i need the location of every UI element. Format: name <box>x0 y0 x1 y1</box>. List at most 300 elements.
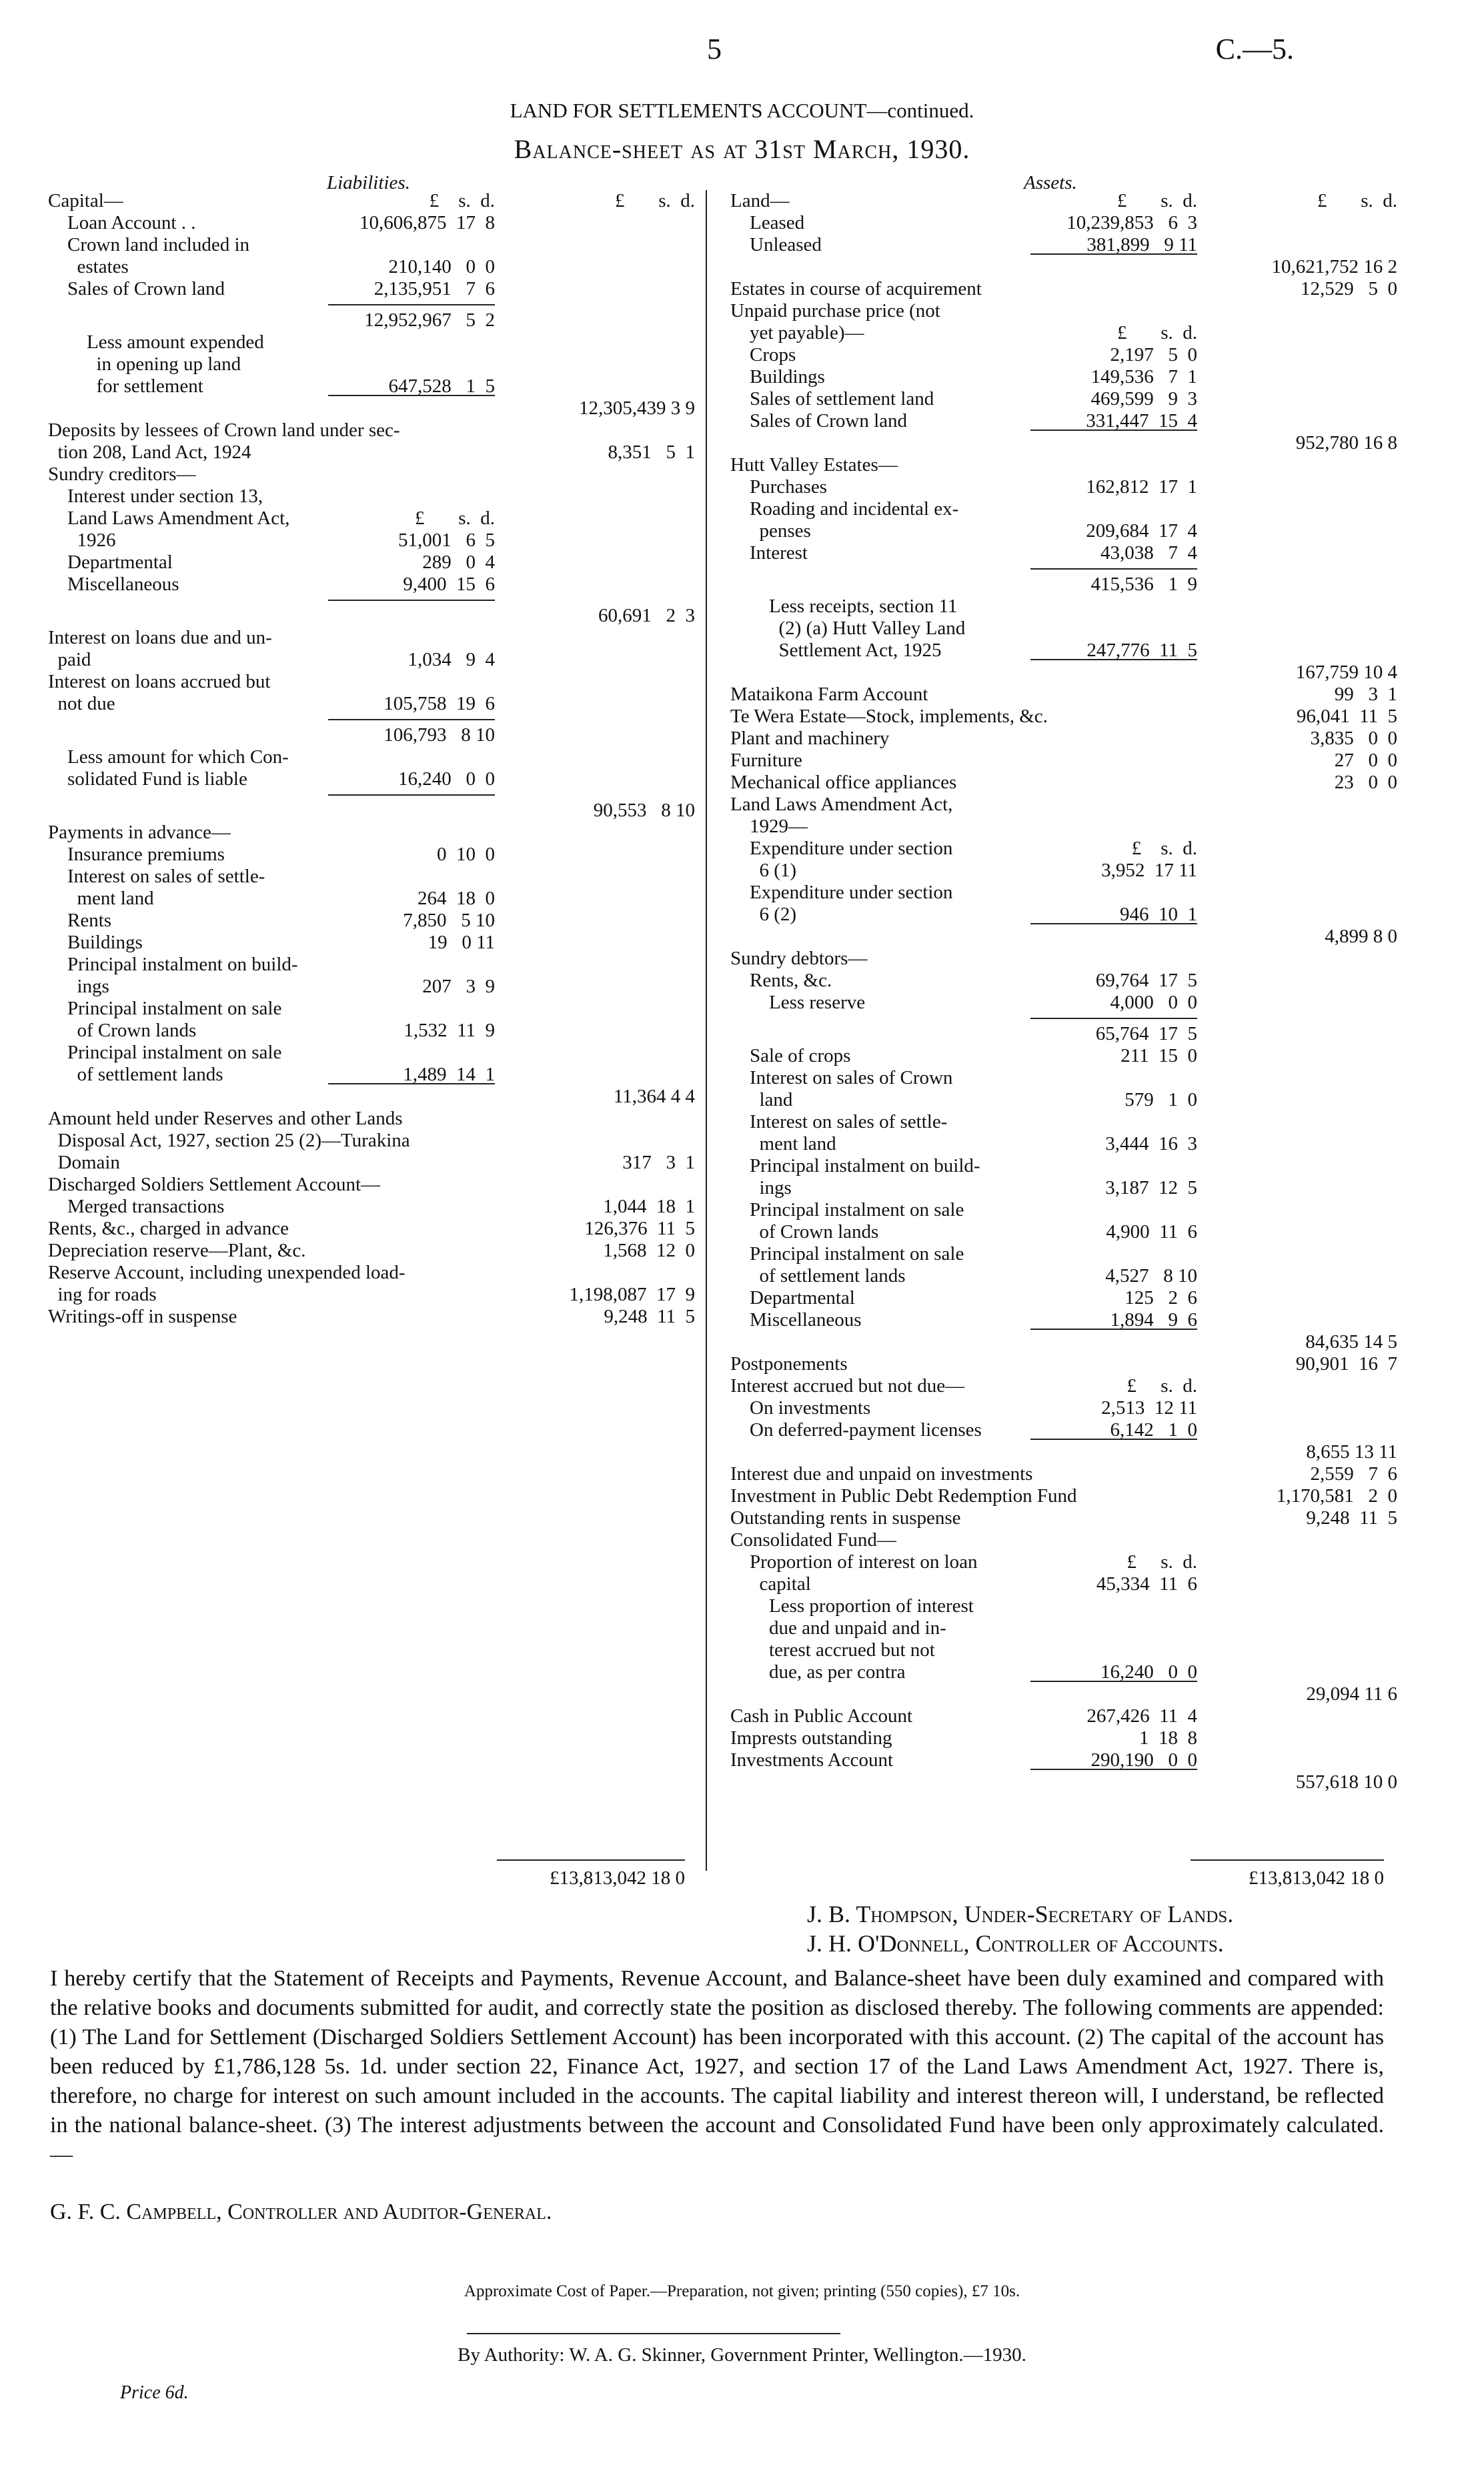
assets-total: £13,813,042 18 0 <box>1249 1867 1384 1889</box>
assets-row-label: ment land <box>730 1133 836 1154</box>
assets-heading: Assets. <box>1024 172 1077 193</box>
assets-total-value: 8,655 13 11 <box>1306 1441 1397 1463</box>
assets-row-label: Unleased <box>730 234 822 255</box>
liabilities-row-label: Less amount expended <box>48 331 264 353</box>
assets-row <box>730 1177 1404 1199</box>
liabilities-row <box>48 397 698 420</box>
printer-authority: By Authority: W. A. G. Skinner, Government Printer, Wellington.—1930. <box>458 2344 1026 2366</box>
assets-row-label: Rents, &c. <box>730 970 832 991</box>
assets-row <box>730 860 1404 882</box>
liabilities-row <box>48 300 698 309</box>
liabilities-table <box>48 190 698 1328</box>
liabilities-row <box>48 552 698 574</box>
page-number: 5 <box>707 33 722 65</box>
assets-row <box>730 1617 1404 1639</box>
liabilities-heading: Liabilities. <box>327 172 410 193</box>
assets-amount: 381,899 9 11 <box>1086 234 1197 255</box>
liabilities-row-label: Interest on loans accrued but <box>48 671 271 692</box>
assets-row <box>730 212 1404 234</box>
assets-amount: 4,900 11 6 <box>1106 1221 1197 1243</box>
assets-row <box>730 662 1404 684</box>
assets-row-label: (2) (a) Hutt Valley Land <box>730 618 966 639</box>
signatures <box>807 1899 1233 1958</box>
liabilities-row <box>48 309 698 331</box>
assets-row-label: Principal instalment on sale <box>730 1243 964 1265</box>
liabilities-subtotal-rule <box>328 600 495 601</box>
assets-row <box>730 1397 1404 1419</box>
assets-row <box>730 1111 1404 1133</box>
assets-row <box>730 618 1404 640</box>
assets-amount: 65,764 17 5 <box>1095 1023 1197 1044</box>
liabilities-amount: 9,400 15 6 <box>403 574 495 595</box>
liabilities-total-value: 12,305,439 3 9 <box>579 397 695 419</box>
assets-row <box>730 542 1404 564</box>
assets-amount: £ s. d. <box>1127 1375 1197 1397</box>
assets-amount: 6,142 1 0 <box>1110 1419 1197 1441</box>
assets-row-label: Plant and machinery <box>730 728 890 749</box>
liabilities-row <box>48 768 698 790</box>
liabilities-row-label: ing for roads <box>48 1284 157 1305</box>
assets-subtotal-rule <box>1030 430 1197 431</box>
liabilities-row-label: Reserve Account, including unexpended load- <box>48 1262 406 1283</box>
assets-amount: 125 2 6 <box>1125 1287 1197 1309</box>
liabilities-row-label: Payments in advance— <box>48 822 231 843</box>
liabilities-row <box>48 1020 698 1042</box>
assets-row <box>730 256 1404 278</box>
assets-row <box>730 1133 1404 1155</box>
liabilities-row <box>48 234 698 256</box>
assets-row <box>730 970 1404 992</box>
assets-subtotal-rule <box>1030 1769 1197 1770</box>
assets-amount: 579 1 0 <box>1125 1089 1197 1110</box>
assets-row <box>730 278 1404 300</box>
liabilities-row <box>48 1042 698 1064</box>
assets-row <box>730 794 1404 816</box>
liabilities-row <box>48 888 698 910</box>
liabilities-row-label: Discharged Soldiers Settlement Account— <box>48 1174 381 1195</box>
liabilities-row <box>48 212 698 234</box>
assets-row-label: penses <box>730 520 811 542</box>
liabilities-total-value: 126,376 11 5 <box>584 1218 695 1239</box>
liabilities-row <box>48 1218 698 1240</box>
assets-row-label: Interest due and unpaid on investments <box>730 1463 1033 1485</box>
assets-row <box>730 882 1404 904</box>
assets-row-label: Less receipts, section 11 <box>730 596 958 617</box>
liabilities-row <box>48 508 698 530</box>
assets-row-label: 6 (2) <box>730 904 797 925</box>
assets-amount: 69,764 17 5 <box>1095 970 1197 991</box>
assets-row-label: Purchases <box>730 476 827 498</box>
assets-row-label: Outstanding rents in suspense <box>730 1507 961 1529</box>
assets-amount: 3,444 16 3 <box>1105 1133 1197 1154</box>
liabilities-amount: 264 18 0 <box>418 888 495 909</box>
footer-rule <box>467 2333 840 2334</box>
liabilities-amount: £ s. d. <box>429 190 495 211</box>
assets-amount: 2,513 12 11 <box>1101 1397 1197 1419</box>
assets-row <box>730 1727 1404 1749</box>
liabilities-amount: 19 0 11 <box>428 932 495 953</box>
price-label: Price 6d. <box>120 2382 189 2403</box>
assets-total-value: £ s. d. <box>1317 190 1397 211</box>
assets-row-label: Sundry debtors— <box>730 948 868 969</box>
liabilities-row <box>48 998 698 1020</box>
assets-row <box>730 1573 1404 1595</box>
liabilities-row-label: Disposal Act, 1927, section 25 (2)—Turakina <box>48 1130 410 1151</box>
assets-row <box>730 432 1404 454</box>
assets-row <box>730 1243 1404 1265</box>
liabilities-row-label: ings <box>48 976 109 997</box>
liabilities-total-value: 11,364 4 4 <box>613 1086 695 1107</box>
balance-sheet-subtitle: Balance-sheet as at 31st March, 1930. <box>514 134 970 164</box>
assets-row <box>730 388 1404 410</box>
assets-total-value: 2,559 7 6 <box>1310 1463 1397 1485</box>
assets-amount: 1 18 8 <box>1139 1727 1197 1749</box>
assets-amount: 469,599 9 3 <box>1090 388 1197 409</box>
assets-row-label: due and unpaid and in- <box>730 1617 946 1639</box>
liabilities-row-label: Loan Account . . <box>48 212 196 233</box>
assets-row <box>730 1551 1404 1573</box>
assets-row <box>730 684 1404 706</box>
assets-row-label: Imprests outstanding <box>730 1727 892 1749</box>
assets-row <box>730 1045 1404 1067</box>
liabilities-total: £13,813,042 18 0 <box>550 1867 685 1889</box>
assets-total-value: 90,901 16 7 <box>1295 1353 1397 1375</box>
assets-row <box>730 1089 1404 1111</box>
assets-row-label: 6 (1) <box>730 860 797 881</box>
liabilities-row <box>48 715 698 724</box>
assets-row-label: Roading and incidental ex- <box>730 498 959 520</box>
liabilities-row <box>48 331 698 353</box>
assets-row <box>730 300 1404 322</box>
liabilities-total-value: 1,568 12 0 <box>603 1240 695 1261</box>
assets-total-value: 12,529 5 0 <box>1301 278 1397 299</box>
assets-row-label: Mechanical office appliances <box>730 772 957 793</box>
liabilities-row-label: not due <box>48 693 115 714</box>
assets-row <box>730 750 1404 772</box>
liabilities-row-label: Rents, &c., charged in advance <box>48 1218 289 1239</box>
assets-amount: 2,197 5 0 <box>1110 344 1197 365</box>
liabilities-row <box>48 486 698 508</box>
liabilities-row <box>48 1130 698 1152</box>
assets-row-label: Settlement Act, 1925 <box>730 640 942 661</box>
signature-under-secretary: J. B. Thompson, Under-Secretary of Lands. <box>807 1901 1234 1927</box>
assets-row-label: Proportion of interest on loan <box>730 1551 978 1573</box>
liabilities-row <box>48 932 698 954</box>
assets-amount: £ s. d. <box>1117 322 1197 343</box>
assets-row-label: On investments <box>730 1397 871 1419</box>
assets-row-label: Crops <box>730 344 796 365</box>
assets-row-label: land <box>730 1089 793 1110</box>
assets-row <box>730 1529 1404 1551</box>
assets-row <box>730 838 1404 860</box>
assets-total-value: 27 0 0 <box>1334 750 1397 771</box>
assets-amount: £ s. d. <box>1117 190 1197 211</box>
liabilities-row <box>48 1108 698 1130</box>
assets-row-label: Less proportion of interest <box>730 1595 974 1617</box>
liabilities-row-label: Interest under section 13, <box>48 486 263 507</box>
liabilities-row <box>48 866 698 888</box>
assets-row <box>730 1639 1404 1661</box>
assets-amount: 4,000 0 0 <box>1110 992 1197 1013</box>
assets-amount: 43,038 7 4 <box>1100 542 1197 564</box>
liabilities-amount: 51,001 6 5 <box>398 530 495 551</box>
liabilities-amount: 647,528 1 5 <box>388 375 495 397</box>
assets-total-value: 96,041 11 5 <box>1296 706 1397 727</box>
liabilities-row-label: Domain <box>48 1152 120 1173</box>
liabilities-row-label: ment land <box>48 888 154 909</box>
assets-amount: 209,684 17 4 <box>1086 520 1197 542</box>
liabilities-row-label: Crown land included in <box>48 234 250 255</box>
liabilities-total-value: 317 3 1 <box>622 1152 695 1173</box>
assets-total-rule <box>1191 1859 1384 1861</box>
liabilities-row-label: Principal instalment on build- <box>48 954 298 975</box>
assets-row-label: yet payable)— <box>730 322 864 343</box>
assets-row-label: Investment in Public Debt Redemption Fund <box>730 1485 1077 1507</box>
assets-row <box>730 1683 1404 1705</box>
liabilities-total-value: 1,044 18 1 <box>603 1196 695 1217</box>
liabilities-row-label: tion 208, Land Act, 1924 <box>48 442 251 463</box>
liabilities-amount: 7,850 5 10 <box>403 910 495 931</box>
assets-row <box>730 706 1404 728</box>
liabilities-amount: 10,606,875 17 8 <box>359 212 495 233</box>
assets-row <box>730 1067 1404 1089</box>
assets-row-label: of settlement lands <box>730 1265 906 1287</box>
assets-row <box>730 344 1404 366</box>
liabilities-subtotal-rule <box>328 304 495 305</box>
liabilities-subtotal-rule <box>328 1083 495 1084</box>
assets-total-value: 167,759 10 4 <box>1295 662 1397 683</box>
assets-row <box>730 454 1404 476</box>
liabilities-row <box>48 800 698 822</box>
assets-row-label: of Crown lands <box>730 1221 879 1243</box>
liabilities-row-label: Capital— <box>48 190 123 211</box>
assets-total-value: 1,170,581 2 0 <box>1276 1485 1397 1507</box>
liabilities-row-label: paid <box>48 649 91 670</box>
assets-row <box>730 728 1404 750</box>
assets-subtotal-rule <box>1030 253 1197 255</box>
liabilities-amount: 2,135,951 7 6 <box>374 278 495 299</box>
assets-row <box>730 772 1404 794</box>
assets-amount: 290,190 0 0 <box>1090 1749 1197 1771</box>
assets-amount: 247,776 11 5 <box>1086 640 1197 661</box>
assets-row-label: Land Laws Amendment Act, <box>730 794 953 815</box>
assets-total-value: 9,248 11 5 <box>1306 1507 1397 1529</box>
liabilities-row <box>48 790 698 800</box>
liabilities-subtotal-rule <box>328 794 495 796</box>
audit-certificate: I hereby certify that the Statement of Receipts and Payments, Revenue Account, and Balance-sheet have been duly examined and compared with the relative books and documents submitted for audit, and correctly state the position as disclosed thereby. The following comments are appended: (1) The Land for Settlement (Discharged Soldiers Settlement Account) has been incorporated with this account. (2) The capital of the account has been reduced by £1,786,128 5s. 1d. under section 22, Finance Act, 1927, and section 17 of the Land Laws Amendment Act, 1927. There is, therefore, no charge for interest on such amount included in the accounts. The capital liability and interest thereon will, I understand, be reflected in the national balance-sheet. (3) The interest adjustments between the account and Consolidated Fund have been only approximately calculated.— <box>50 1966 1384 2167</box>
assets-row <box>730 1441 1404 1463</box>
liabilities-amount: 289 0 4 <box>422 552 495 573</box>
liabilities-row-label: solidated Fund is liable <box>48 768 247 790</box>
assets-subtotal-rule <box>1030 568 1197 570</box>
assets-row-label: Consolidated Fund— <box>730 1529 896 1551</box>
assets-row-label: ings <box>730 1177 792 1198</box>
assets-row <box>730 1199 1404 1221</box>
liabilities-amount: 12,952,967 5 2 <box>364 309 495 331</box>
liabilities-row-label: Rents <box>48 910 112 931</box>
assets-row-label: terest accrued but not <box>730 1639 935 1661</box>
assets-row-label: Principal instalment on build- <box>730 1155 980 1176</box>
assets-row <box>730 1375 1404 1397</box>
liabilities-row <box>48 190 698 212</box>
assets-amount: 211 15 0 <box>1121 1045 1197 1066</box>
assets-row-label: Interest on sales of Crown <box>730 1067 953 1088</box>
liabilities-row <box>48 605 698 627</box>
liabilities-row <box>48 256 698 278</box>
liabilities-subtotal-rule <box>328 395 495 396</box>
liabilities-row-label: Less amount for which Con- <box>48 746 289 768</box>
liabilities-row <box>48 1086 698 1108</box>
liabilities-row-label: of settlement lands <box>48 1064 223 1085</box>
liabilities-row <box>48 844 698 866</box>
liabilities-row-label: 1926 <box>48 530 116 551</box>
liabilities-amount: 1,532 11 9 <box>404 1020 495 1041</box>
liabilities-total-value: 9,248 11 5 <box>604 1306 695 1327</box>
liabilities-row-label: Land Laws Amendment Act, <box>48 508 290 529</box>
assets-row-label: Sales of Crown land <box>730 410 907 432</box>
liabilities-row <box>48 1262 698 1284</box>
liabilities-row <box>48 464 698 486</box>
liabilities-row-label: Principal instalment on sale <box>48 1042 282 1063</box>
assets-row <box>730 322 1404 344</box>
assets-subtotal-rule <box>1030 1681 1197 1682</box>
assets-row <box>730 190 1404 212</box>
assets-row-label: Postponements <box>730 1353 848 1375</box>
assets-row <box>730 992 1404 1014</box>
liabilities-row <box>48 1240 698 1262</box>
assets-row-label: Miscellaneous <box>730 1309 862 1331</box>
assets-row-label: Expenditure under section <box>730 838 953 859</box>
assets-row-label: Expenditure under section <box>730 882 953 903</box>
assets-row-label: Sales of settlement land <box>730 388 934 409</box>
assets-total-value: 99 3 1 <box>1334 684 1397 705</box>
assets-row <box>730 366 1404 388</box>
liabilities-row <box>48 442 698 464</box>
liabilities-row <box>48 954 698 976</box>
liabilities-row-label: Departmental <box>48 552 173 573</box>
liabilities-row-label: Writings-off in suspense <box>48 1306 237 1327</box>
liabilities-row <box>48 724 698 746</box>
liabilities-row-label: Deposits by lessees of Crown land under sec- <box>48 420 400 441</box>
liabilities-row <box>48 1284 698 1306</box>
liabilities-row-label: for settlement <box>48 375 203 397</box>
assets-row <box>730 1221 1404 1243</box>
assets-row-label: Te Wera Estate—Stock, implements, &c. <box>730 706 1048 727</box>
liabilities-row <box>48 910 698 932</box>
liabilities-row-label: Interest on loans due and un- <box>48 627 272 648</box>
liabilities-total-value: 1,198,087 17 9 <box>569 1284 695 1305</box>
liabilities-row <box>48 693 698 715</box>
assets-subtotal-rule <box>1030 1329 1197 1330</box>
assets-row-label: Sale of crops <box>730 1045 851 1066</box>
liabilities-amount: 1,034 9 4 <box>408 649 495 670</box>
signature-controller: J. H. O'Donnell, Controller of Accounts. <box>807 1930 1224 1957</box>
liabilities-row-label: Principal instalment on sale <box>48 998 282 1019</box>
assets-row-label: Furniture <box>730 750 802 771</box>
assets-row <box>730 596 1404 618</box>
certificate-signer: G. F. C. Campbell, Controller and Auditor-General. <box>50 2200 552 2224</box>
assets-amount: 415,536 1 9 <box>1090 574 1197 595</box>
liabilities-row <box>48 671 698 693</box>
assets-amount: 946 10 1 <box>1120 904 1197 925</box>
liabilities-row <box>48 1152 698 1174</box>
liabilities-row <box>48 420 698 442</box>
assets-amount: 162,812 17 1 <box>1086 476 1197 498</box>
assets-total-value: 4,899 8 0 <box>1325 926 1397 947</box>
assets-row-label: due, as per contra <box>730 1661 906 1683</box>
assets-total-value: 10,621,752 16 2 <box>1271 256 1397 277</box>
assets-total-value: 29,094 11 6 <box>1306 1683 1397 1705</box>
assets-amount: 331,447 15 4 <box>1086 410 1197 432</box>
assets-total-value: 557,618 10 0 <box>1295 1771 1397 1793</box>
liabilities-row <box>48 278 698 300</box>
liabilities-subtotal-rule <box>328 719 495 720</box>
assets-amount: 1,894 9 6 <box>1110 1309 1197 1331</box>
liabilities-row-label: Sundry creditors— <box>48 464 196 485</box>
liabilities-row <box>48 530 698 552</box>
assets-row-label: Mataikona Farm Account <box>730 684 928 705</box>
liabilities-row <box>48 822 698 844</box>
assets-amount: 3,187 12 5 <box>1105 1177 1197 1198</box>
assets-amount: 16,240 0 0 <box>1100 1661 1197 1683</box>
assets-amount: £ s. d. <box>1131 838 1197 859</box>
assets-row <box>730 1771 1404 1793</box>
assets-row-label: Less reserve <box>730 992 866 1013</box>
liabilities-row <box>48 976 698 998</box>
assets-row <box>730 1485 1404 1507</box>
liabilities-row <box>48 627 698 649</box>
liabilities-row <box>48 649 698 671</box>
assets-row-label: Departmental <box>730 1287 855 1309</box>
assets-row-label: Interest accrued but not due— <box>730 1375 965 1397</box>
assets-row-label: On deferred-payment licenses <box>730 1419 982 1441</box>
liabilities-row-label: Insurance premiums <box>48 844 225 865</box>
liabilities-amount: 207 3 9 <box>422 976 495 997</box>
document-reference: C.—5. <box>1215 33 1294 65</box>
assets-amount: 3,952 17 11 <box>1101 860 1197 881</box>
liabilities-row-label: Sales of Crown land <box>48 278 225 299</box>
assets-row <box>730 1287 1404 1309</box>
liabilities-amount: 1,489 14 1 <box>403 1064 495 1085</box>
liabilities-row-label: Miscellaneous <box>48 574 179 595</box>
assets-row <box>730 1331 1404 1353</box>
liabilities-row-label: Depreciation reserve—Plant, &c. <box>48 1240 306 1261</box>
assets-subtotal-rule <box>1030 659 1197 660</box>
assets-amount: 10,239,853 6 3 <box>1066 212 1197 233</box>
assets-amount: 149,536 7 1 <box>1090 366 1197 387</box>
assets-row <box>730 520 1404 542</box>
assets-row <box>730 1014 1404 1023</box>
assets-row-label: Buildings <box>730 366 825 387</box>
assets-row-label: Principal instalment on sale <box>730 1199 964 1220</box>
assets-row <box>730 498 1404 520</box>
assets-total-value: 952,780 16 8 <box>1295 432 1397 454</box>
assets-total-value: 84,635 14 5 <box>1305 1331 1397 1353</box>
assets-row <box>730 1595 1404 1617</box>
assets-total-value: 23 0 0 <box>1334 772 1397 793</box>
liabilities-row <box>48 353 698 375</box>
liabilities-total-rule <box>497 1859 685 1861</box>
liabilities-row <box>48 746 698 768</box>
assets-row <box>730 1705 1404 1727</box>
assets-row <box>730 574 1404 596</box>
assets-row-label: Hutt Valley Estates— <box>730 454 898 476</box>
liabilities-total-value: 8,351 5 1 <box>608 442 695 463</box>
assets-subtotal-rule <box>1030 923 1197 924</box>
liabilities-amount: £ s. d. <box>414 508 495 529</box>
page-title: LAND FOR SETTLEMENTS ACCOUNT—continued. <box>510 99 974 122</box>
liabilities-amount: 106,793 8 10 <box>384 724 495 746</box>
